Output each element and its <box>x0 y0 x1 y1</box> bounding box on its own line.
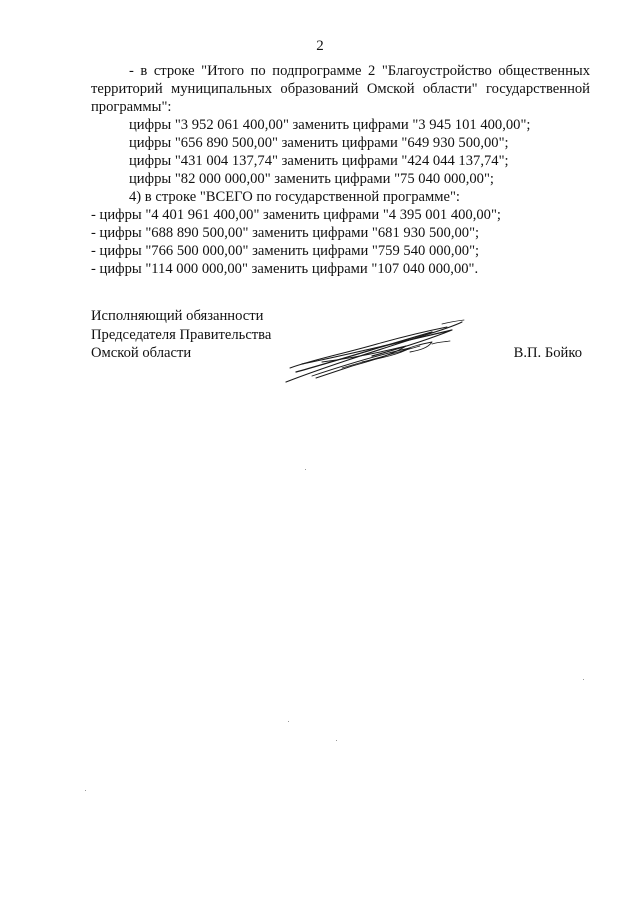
scan-speck <box>288 721 289 722</box>
signatory-title-line: Омской области <box>91 345 192 361</box>
page-number: 2 <box>316 38 324 54</box>
item-4-heading: 4) в строке "ВСЕГО по государственной программе": <box>129 189 460 205</box>
document-body <box>91 62 590 278</box>
replacement-line: - цифры "114 000 000,00" заменить цифрами "107 040 000,00". <box>91 261 479 277</box>
replacement-line: - цифры "766 500 000,00" заменить цифрами "759 540 000,00"; <box>91 243 480 259</box>
replacement-line: - цифры "4 401 961 400,00" заменить цифрами "4 395 001 400,00"; <box>91 207 501 223</box>
replacement-line: цифры "3 952 061 400,00" заменить цифрами "3 945 101 400,00"; <box>129 117 531 133</box>
scan-speck <box>85 790 86 791</box>
replacement-line: цифры "431 004 137,74" заменить цифрами "424 044 137,74"; <box>129 153 509 169</box>
signatory-name: В.П. Бойко <box>513 345 582 361</box>
signatory-title-line: Исполняющий обязанности <box>91 308 264 324</box>
replacement-line: - цифры "688 890 500,00" заменить цифрами "681 930 500,00"; <box>91 225 480 241</box>
scan-speck <box>305 469 306 470</box>
replacement-line: цифры "656 890 500,00" заменить цифрами "649 930 500,00"; <box>129 135 509 151</box>
scan-speck <box>336 740 337 741</box>
handwritten-signature <box>282 318 467 384</box>
scan-speck <box>583 679 584 680</box>
intro-paragraph: - в строке "Итого по подпрограмме 2 "Благоустройство общественных территорий муниципальных образований Омской области" государственной программы": <box>91 63 590 115</box>
replacement-line: цифры "82 000 000,00" заменить цифрами "75 040 000,00"; <box>129 171 494 187</box>
signatory-title-line: Председателя Правительства <box>91 326 272 343</box>
